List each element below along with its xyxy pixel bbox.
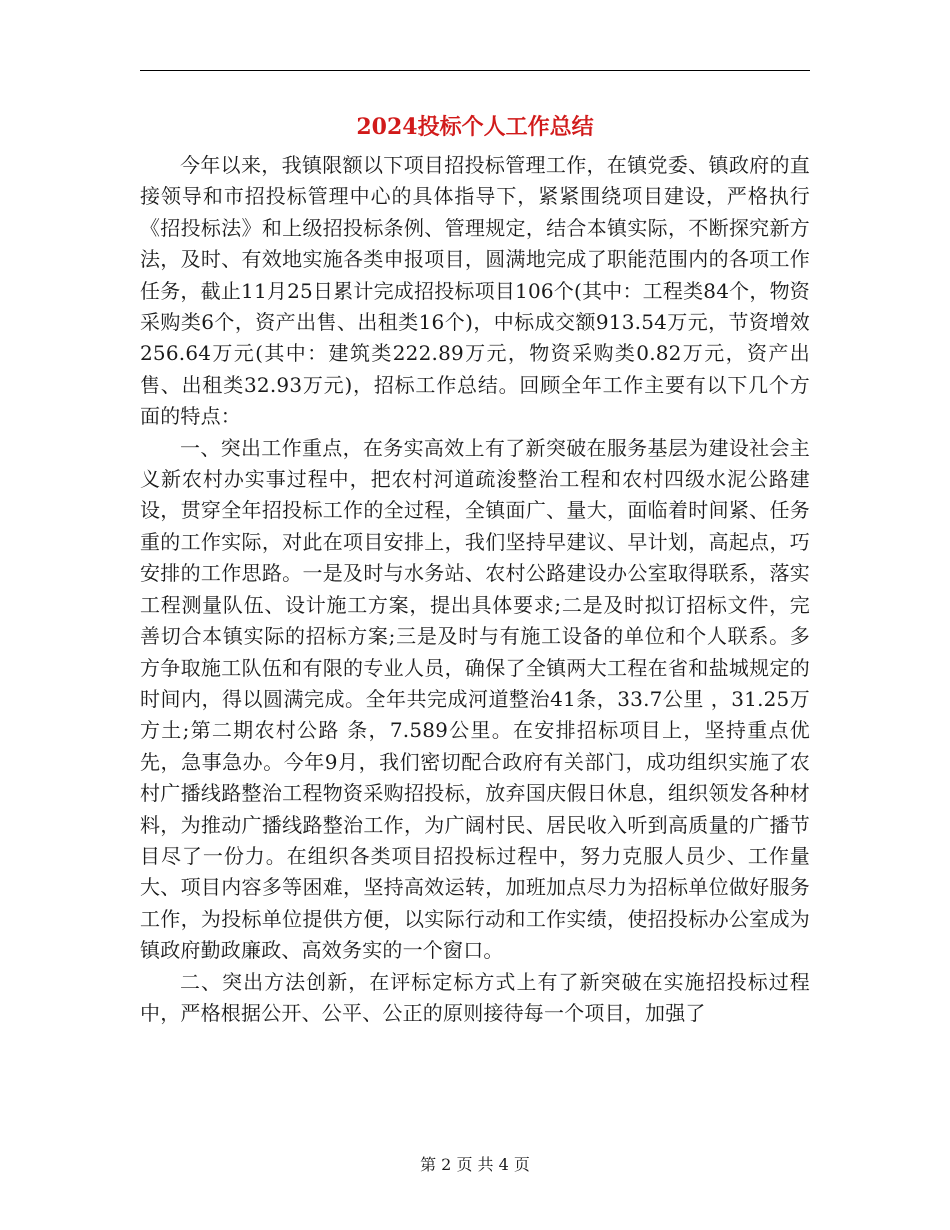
page-footer: 第 2 页 共 4 页: [420, 1155, 530, 1174]
paragraph-section-one: 一、突出工作重点，在务实高效上有了新突破在服务基层为建设社会主义新农村办实事过程中，把农村河道疏浚整治工程和农村四级水泥公路建设，贯穿全年招投标工作的全过程，全镇面广、量大，面临着时间紧、任务重的工作实际，对此在项目安排上，我们坚持早建议、早计划，高起点，巧安排的工作思路。一是及时与水务站、农村公路建设办公室取得联系，落实工程测量队伍、设计施工方案，提出具体要求;二是及时拟订招标文件，完善切合本镇实际的招标方案;三是及时与有施工设备的单位和个人联系。多方争取施工队伍和有限的专业人员，确保了全镇两大工程在省和盐城规定的时间内，得以圆满完成。全年共完成河道整治41条，33.7公里 ，31.25万方土;第二期农村公路 条，7.589公里。在安排招标项目上，坚持重点优先，急事急办。今年9月，我们密切配合政府有关部门，成功组织实施了农村广播线路整治工程物资采购招投标，放弃国庆假日休息，组织领发各种材料，为推动广播线路整治工作，为广阔村民、居民收入听到高质量的广播节目尽了一份力。在组织各类项目招投标过程中，努力克服人员少、工作量大、项目内容多等困难，坚持高效运转，加班加点尽力为招标单位做好服务工作，为投标单位提供方便，以实际行动和工作实绩，使招投标办公室成为镇政府勤政廉政、高效务实的一个窗口。: [140, 435, 810, 963]
document-title: 2024投标个人工作总结: [356, 114, 594, 140]
paragraph-section-two: 二、突出方法创新，在评标定标方式上有了新突破在实施招投标过程中，严格根据公开、公平、公正的原则接待每一个项目，加强了: [140, 969, 810, 1025]
header-rule: [140, 70, 810, 71]
document-body: [140, 150, 810, 1029]
paragraph-intro: 今年以来，我镇限额以下项目招投标管理工作，在镇党委、镇政府的直接领导和市招投标管理中心的具体指导下，紧紧围绕项目建设，严格执行《招投标法》和上级招投标条例、管理规定，结合本镇实际，不断探究新方法，及时、有效地实施各类申报项目，圆满地完成了职能范围内的各项工作任务，截止11月25日累计完成招投标项目106个(其中：工程类84个，物资采购类6个，资产出售、出租类16个)，中标成交额913.54万元，节资增效256.64万元(其中：建筑类222.89万元，物资采购类0.82万元，资产出售、出租类32.93万元)，招标工作总结。回顾全年工作主要有以下几个方面的特点：: [140, 153, 810, 429]
